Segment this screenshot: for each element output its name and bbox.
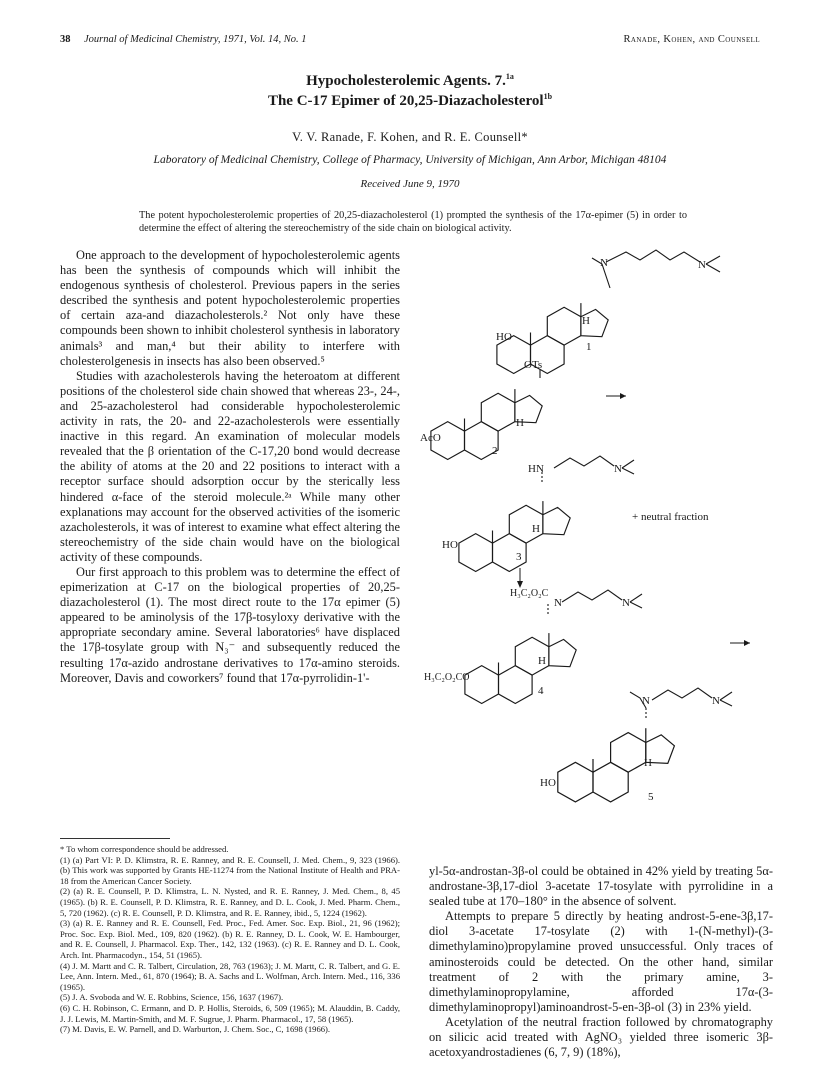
- article-title-line-2: The C-17 Epimer of 20,25-Diazacholesterol$^{1b}$: [267, 92, 553, 109]
- footnote: (5) J. A. Svoboda and W. E. Robbins, Science, 156, 1637 (1967).: [60, 992, 284, 1003]
- authors: V. V. Ranade, F. Kohen, and R. E. Counsell*: [292, 130, 528, 144]
- footnote: (2) (a) R. E. Counsell, P. D. Klimstra, L. N. Nysted, and R. E. Ranney, J. Med. Chem., 8, 45 (1965). (b) R. E. Counsell, P. D. Klimstra, R. E. Ranney, and D. L. Cook, J. Med. Pharm. Chem., 5, 720 (1962). (c) R. E. Counsell, P. D. Klimstra, and R. E. Ranney, ibid., 5, 1224 (1962).: [60, 886, 400, 918]
- n-atom-label: N: [712, 695, 720, 707]
- paragraph: One approach to the development of hypocholesterolemic agents has been the synthesis of compounds which will inhibit the endogenous synthesis of cholesterol. Previous papers in the series described the synthesis and potent hypocholesterolemic properties of certain aza-and diazacholesterols.² Not only have these compounds been shown to inhibit cholesterol synthesis in laboratory animals³ and man,⁴ but their ability to interfere with cholesterolgenesis in insects has also been observed.⁵: [60, 248, 401, 368]
- h-label: H: [516, 417, 524, 429]
- compound-number: 5: [648, 791, 654, 803]
- ots-label: OTs: [524, 359, 543, 371]
- abstract: The potent hypocholesterolemic properties of 20,25-diazacholesterol (1) prompted the synthesis of the 17α-epimer (5) in order to determine the effect of altering the stereochemistry of the side chain on biological activity.: [139, 210, 687, 234]
- h-label: H: [538, 655, 546, 667]
- paragraph: yl-5α-androstan-3β-ol could be obtained in 42% yield by treating 5α-androstane-3β,17-diol 3-acetate 17-tosylate with pyrrolidine in a sealed tube at 170–180° in the absence of solvent.: [429, 864, 773, 909]
- affiliation: Laboratory of Medicinal Chemistry, College of Pharmacy, University of Michigan, Ann Arbor, Michigan 48104: [153, 154, 667, 166]
- neutral-fraction-label: + neutral fraction: [632, 511, 709, 523]
- ho-label: HO: [496, 331, 512, 343]
- h-label: H: [582, 315, 590, 327]
- footnote: (3) (a) R. E. Ranney and R. E. Counsell, Fed. Proc., Fed. Amer. Soc. Exp. Biol., 21, 96 (1962); Proc. Soc. Exp. Biol. Med., 109, 820 (1962). (b) R. E. Ranney, D. L. Cook, W. E. Hambourger, and R. E. Counsell, J. Pharmacol. Exp. Ther., 142, 132 (1963). (c) R. E. Ranney and D. L. Cook, Arch. Int. Pharmacodyn., 154, 51 (1965).: [60, 918, 400, 960]
- compound-4-structure: [424, 588, 750, 703]
- compound-number: 3: [516, 551, 522, 563]
- paragraph: Acetylation of the neutral fraction followed by chromatography on silicic acid treated with AgNO₃ yielded three isomeric 3β-acetoxyandrostadienes (6, 7, 9) (18%),: [429, 1014, 773, 1060]
- paragraph: Studies with azacholesterols having the heteroatom at different positions of the cholesterol side chain showed that whereas 23-, 24-, and 25-azacholesterol had considerable hypocholesterolemic activity in rats, the 20- and 22-azacholesterols were essentially inactive in this regard. An examination of molecular models revealed that the β orientation of the C-17,20 bond would decrease the ability of atoms at the 20 and 22 positions to interact with a receptor surface should adsorption occur by the sterically less hindered α-face of the steroid molecule.²ᵃ While many other explanations may account for the observed activities of the isomeric azacholesterols, it was of interest to examine what effect altering the stereochemistry of the side chain would have on the biological activity of these compounds.: [60, 368, 400, 564]
- footnote-rule: [60, 838, 170, 839]
- n-atom-label: N: [622, 597, 630, 609]
- compound-number: 1: [586, 341, 592, 353]
- h-label: H: [532, 523, 540, 535]
- n-atom-label: N: [600, 257, 608, 269]
- running-header: Ranade, Kohen, and Counsell: [623, 34, 760, 45]
- paragraph: Our first approach to this problem was to determine the effect of epimerization at C-17 on the biological properties of 20,25-diazacholesterol (1). The most direct route to the 17α epimer (5) appeared to be aminolysis of the 17β-tosyloxy derivative with the appropriate secondary amine. Several laboratories⁶ have displaced the 17β-tosylate group with N₃⁻ and subsequently reduced the resulting 17α-azido androstane derivatives to 17α-amino steroids. Moreover, Davis and coworkers⁷ found that 17α-pyrrolidin-1'-: [60, 564, 400, 685]
- n-atom-label: N: [554, 597, 562, 609]
- page-number: 38: [60, 34, 71, 45]
- ho-label: HO: [540, 777, 556, 789]
- hn-label: HN: [528, 463, 544, 475]
- n-atom-label: N: [614, 463, 622, 475]
- received-date: Received June 9, 1970: [360, 178, 460, 190]
- footnote: (1) (a) Part VI: P. D. Klimstra, R. E. Ranney, and R. E. Counsell, J. Med. Chem., 9, 323 (1966). (b) This work was supported by Grants HE-11274 from the National Institute of Health and PRA-18 from the American Cancer Society.: [60, 854, 400, 886]
- left-column-text: [60, 248, 400, 686]
- compound-1-structure: [496, 250, 720, 373]
- right-column-text: [429, 864, 773, 1060]
- footnote: * To whom correspondence should be addressed.: [60, 844, 229, 854]
- ester-label: H₃C₂O₂C: [510, 588, 549, 599]
- compound-3-structure: [442, 456, 709, 588]
- footnote: (4) J. M. Martt and C. R. Talbert, Circulation, 28, 763 (1963); J. M. Martt, C. R. Talbert, and G. E. Lee, Ann. Intern. Med., 61, 870 (1964); B. A. Sachs and L. Wolfman, Arch. Intern. Med., 116, 336 (1965).: [60, 960, 400, 992]
- carbonate-label: H₃C₂O₂CO: [424, 672, 470, 683]
- footnotes: [60, 844, 400, 1035]
- footnote: (6) C. H. Robinson, C. Ermann, and D. P. Hollis, Steroids, 6, 509 (1965); M. Alauddin, B. Caddy, J. J. Lewis, M. Martin-Smith, and M. F. Sugrue, J. Pharm. Pharmacol., 17, 58 (1965).: [60, 1002, 400, 1024]
- n-atom-label: N: [698, 259, 706, 271]
- journal-citation: Journal of Medicinal Chemistry, 1971, Vol. 14, No. 1: [84, 34, 307, 45]
- compound-5-structure: [540, 688, 732, 803]
- n-atom-label: N: [642, 695, 650, 707]
- article-title-line-1: Hypocholesterolemic Agents. 7.$^{1a}$: [306, 72, 514, 89]
- compound-number: 4: [538, 685, 544, 697]
- paragraph: Attempts to prepare 5 directly by heating androst-5-ene-3β,17-diol 3-acetate 17-tosylate (2) with 1-(N-methyl)-(3-dimethylamino)propylamine proved unsuccessful. Only traces of aminosteroids could be detected. On the other hand, similar treatment of 2 with the primary amine, 3-dimethylaminopropylamine, afforded 17α-(3-dimethylaminopropyl)aminoandrost-5-en-3β-ol (3) in 23% yield.: [429, 909, 773, 1014]
- reaction-scheme: [420, 238, 780, 848]
- ho-label: HO: [442, 539, 458, 551]
- h-label: H: [644, 757, 652, 769]
- footnote: (7) M. Davis, E. W. Parnell, and D. Warburton, J. Chem. Soc., C, 1698 (1966).: [60, 1024, 331, 1035]
- compound-2-structure: [420, 359, 626, 459]
- aco-label: AcO: [420, 432, 441, 444]
- compound-number: 2: [492, 445, 498, 457]
